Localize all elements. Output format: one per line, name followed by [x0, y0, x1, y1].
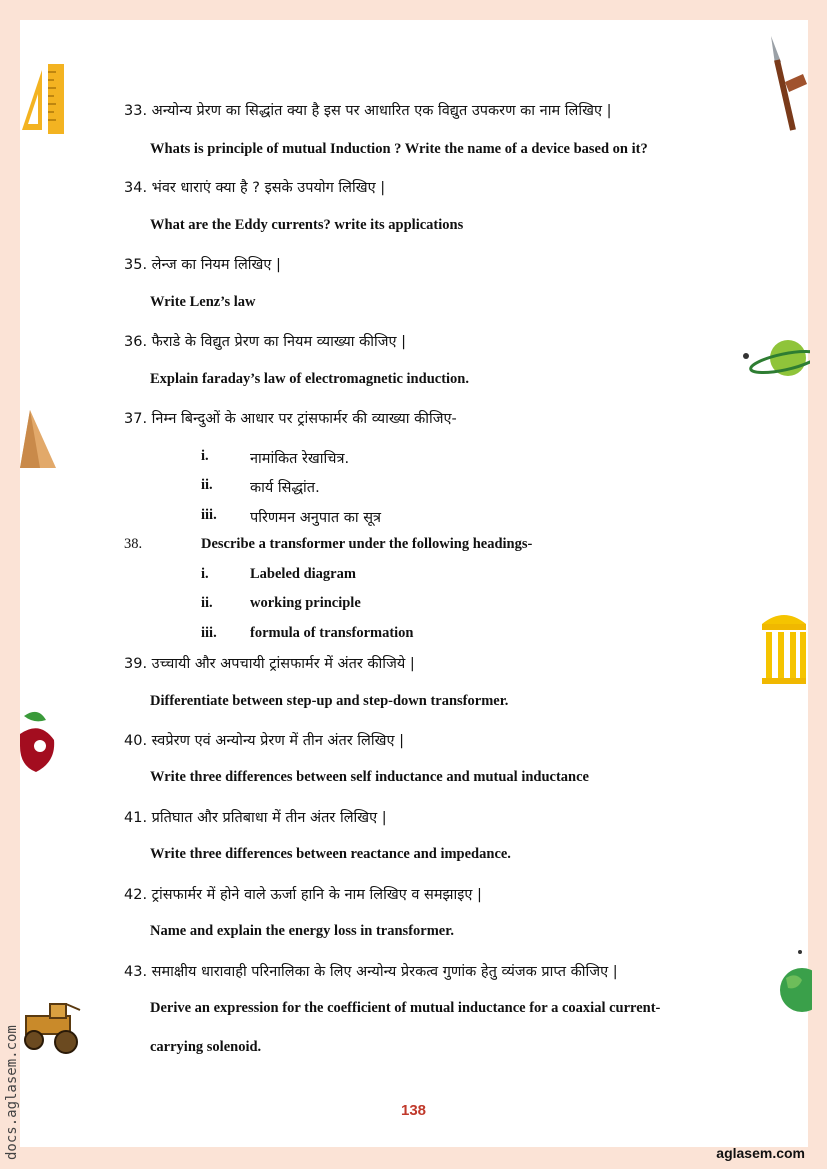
q37-item-text: परिणमन अनुपात का सूत्र	[250, 510, 382, 526]
vintage-car-icon	[20, 996, 84, 1056]
q38-item-number: i.	[201, 566, 209, 582]
question-39-hindi: 39. उच्चायी और अपचायी ट्रांसफार्मर में अंतर कीजिये |	[124, 656, 415, 672]
question-40-hindi: 40. स्वप्रेरण एवं अन्योन्य प्रेरण में तीन अंतर लिखिए |	[124, 733, 404, 749]
question-41-hindi: 41. प्रतिघात और प्रतिबाधा में तीन अंतर लिखिए |	[124, 810, 387, 826]
question-43-english-continued: carrying solenoid.	[150, 1039, 262, 1055]
question-34-hindi: 34. भंवर धाराएं क्या है ? इसके उपयोग लिखिए |	[124, 180, 386, 196]
planet-saturn-icon	[740, 334, 810, 384]
question-38-number: 38.	[124, 536, 143, 552]
q38-item-number: iii.	[201, 625, 217, 641]
question-41-english: Write three differences between reactance and impedance.	[150, 846, 511, 862]
question-39-english: Differentiate between step-up and step-down transformer.	[150, 693, 509, 709]
side-watermark: docs.aglasem.com	[4, 1025, 20, 1160]
page-number: 138	[400, 1102, 427, 1119]
question-33-hindi: 33. अन्योन्य प्रेरण का सिद्धांत क्या है इस पर आधारित एक विद्युत उपकरण का नाम लिखिए |	[124, 103, 612, 119]
question-36-hindi: 36. फैराडे के विद्युत प्रेरण का नियम व्याख्या कीजिए |	[124, 334, 407, 350]
ruler-set-square-icon	[20, 60, 68, 136]
question-34-english: What are the Eddy currents? write its applications	[150, 217, 464, 233]
spear-tool-icon	[765, 34, 811, 134]
greek-temple-icon	[760, 606, 808, 686]
q38-item-text: working principle	[250, 595, 361, 611]
q38-item-text: formula of transformation	[250, 625, 414, 641]
question-43-english: Derive an expression for the coefficient of mutual inductance for a coaxial current-	[150, 1000, 661, 1016]
q38-item-text: Labeled diagram	[250, 566, 356, 582]
question-35-english: Write Lenz’s law	[150, 294, 256, 310]
question-42-english: Name and explain the energy loss in transformer.	[150, 923, 454, 939]
question-42-hindi: 42. ट्रांसफार्मर में होने वाले ऊर्जा हानि के नाम लिखिए व समझाइए |	[124, 887, 482, 903]
q38-item-number: ii.	[201, 595, 213, 611]
apple-fruit-icon	[20, 706, 60, 776]
question-40-english: Write three differences between self inductance and mutual inductance	[150, 769, 589, 785]
q37-item-number: iii.	[201, 507, 217, 523]
q37-item-number: i.	[201, 448, 209, 464]
question-33-english: Whats is principle of mutual Induction ? Write the name of a device based on it?	[150, 141, 648, 157]
footer-site-link[interactable]: aglasem.com	[716, 1145, 805, 1161]
globe-earth-icon	[772, 948, 812, 1018]
q37-item-number: ii.	[201, 477, 213, 493]
question-38-english: Describe a transformer under the following headings-	[201, 536, 533, 552]
question-35-hindi: 35. लेन्ज का नियम लिखिए |	[124, 257, 281, 273]
question-36-english: Explain faraday’s law of electromagnetic induction.	[150, 371, 469, 387]
pyramid-icon	[20, 408, 60, 472]
question-37-hindi: 37. निम्न बिन्दुओं के आधार पर ट्रांसफार्मर की व्याख्या कीजिए-	[124, 411, 457, 427]
q37-item-text: कार्य सिद्धांत.	[250, 480, 320, 496]
question-43-hindi: 43. समाक्षीय धारावाही परिनालिका के लिए अन्योन्य प्रेरकत्व गुणांक हेतु व्यंजक प्राप्त कीजिए |	[124, 964, 618, 980]
q37-item-text: नामांकित रेखाचित्र.	[250, 451, 350, 467]
